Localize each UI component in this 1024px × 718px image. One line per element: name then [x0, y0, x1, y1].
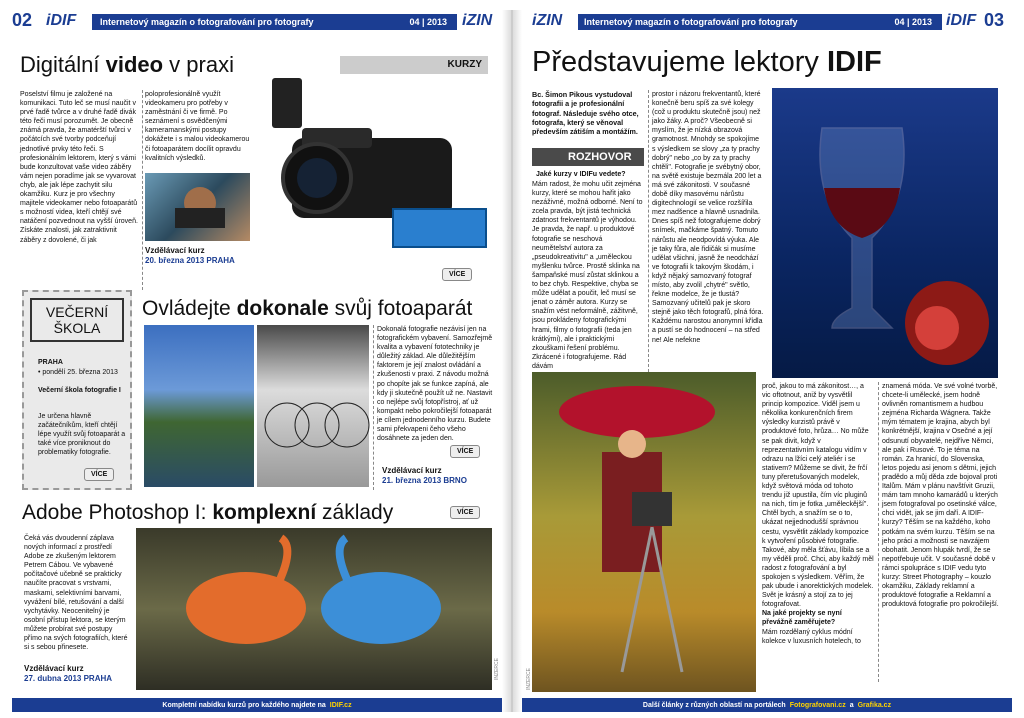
inzerce-label: INZERCE — [494, 658, 500, 680]
course-info-video: Vzdělávací kurz 20. března 2013 PRAHA — [145, 246, 235, 265]
left-page — [12, 10, 502, 712]
article-title-photoshop: Adobe Photoshop I: komplexní základy — [22, 501, 394, 524]
evening-school-box — [22, 290, 132, 490]
column-divider — [878, 382, 879, 682]
footer-right: Další články z různých oblastí na portálech Fotografovani.cz a Grafika.cz — [522, 698, 1012, 712]
article-video-col1: Poselství filmu je založené na komunikaci. Tuto leč se musí naučit v prvé řadě tvůrce a v druhé řadě divák této řeči musí porozumět. Je obecně známá pravda, že amatérští tvůrci v počátcích své tvorby podceňují jednotlivé prvky této řeči. S profesionálním lektorem, který s vámi bude konzultovat vaše video záběry vám nejen poradíme jak se vyvarovat chyb, ale jak lépe zachytit silu okamžiku. Kurz je pro všechny majitele videokamer nebo fotoaparátů s možností videa, kteří chtějí své natáčení pozvednout na vyšší úroveň. Získáte znalosti, jak zatraktivnit záběry z dovolené, či jak — [20, 91, 138, 244]
magazine-title: Internetový magazín o fotografování pro fotografy — [584, 17, 798, 27]
article-title-lektori: Představujeme lektory IDIF — [532, 46, 882, 78]
issue-number: 04 | 2013 — [894, 17, 932, 27]
article-photoshop-text: Čeká vás dvoudenní záplava nových informací z prostředí Adobe ze zkušeným lektorem Petrem Cábou. Ve vybavené počítačové učebně se prakticky naučíte pracovat s vrstvami, maskami, selektivními barvami, vyvážení bílé, retušování a další vychytávky. Neocenitelný je osobní přístup lektora, se kterým můžete probírat své postupy přímo na svých fotografiích, které si s sebou přinesete. — [24, 535, 128, 652]
izin-logo: iZIN — [532, 12, 563, 29]
evening-school-name: Večerní škola fotografie I — [38, 387, 121, 394]
article-video-col2: poloprofesionálně využít videokameru pro potřeby v zaměstnání či ve firmě. Po seznámení s osvědčenými kameramanskými postupy dokážete i s malou videokamerou či fotoaparátem docílit opravdu kvalitních výsledků. — [145, 91, 250, 162]
top-bar — [92, 14, 457, 30]
izin-logo: iZIN — [462, 12, 493, 29]
column-divider — [648, 90, 649, 372]
photo-wine-glass — [772, 88, 998, 378]
footer-link-fotografovani[interactable]: Fotografovani.cz — [789, 701, 846, 709]
photo-flamingos — [136, 528, 492, 690]
more-button-school[interactable]: VÍCE — [84, 468, 114, 481]
top-bar — [578, 14, 942, 30]
more-button-camera[interactable]: VÍCE — [450, 445, 480, 458]
idif-logo: iDIF — [946, 12, 977, 29]
course-info-photoshop: Vzdělávací kurz 27. dubna 2013 PRAHA — [24, 664, 113, 683]
more-button-video[interactable]: VÍCE — [442, 268, 472, 281]
photo-landscape — [144, 325, 254, 487]
category-tag: KURZY — [340, 56, 488, 74]
article-camera-text: Dokonalá fotografie nezávisí jen na fotografickém vybavení. Samozřejmě kvalita a vybavení fototechniky je důležitý základ. Ale důležitějším faktorem je její znalost ovládání a zkušenosti v praxi. Z návodu možná po chopíte jak se funkce zapíná, ale kdy ji skutečně použít už ne. Nastavit co nejlépe svůj fotopřístroj, ať už kompakt nebo pokročilejší fotoaparát je cílem jednodenního kurzu. Budete sami překvapeni čeho všeho dosáhnete za jeden den. — [377, 326, 493, 443]
article-title-camera: Ovládejte dokonale svůj fotoaparát — [142, 297, 473, 320]
article-lead: Bc. Šimon Pikous vystudoval fotografii a je profesionální fotograf. Následuje svého otce, fotografa, který se věnoval především zátiším a montážím. — [532, 90, 639, 137]
evening-school-title: VEČERNÍ ŠKOLA — [30, 298, 124, 342]
evening-school-date: • pondělí 25. března 2013 — [38, 369, 118, 376]
answer-1-col2: prostor i názoru frekventantů, které konečně beru spíš za své kolegy (což u produktu skutečně jsou) než jako žáky. A proč? Všeobecně si myslím, že je nízká obrazová gramotnost. Mnohdy se spokojíme s výsledkem se slovy „za ty prachy dobrý" nebo „co by za ty prachy chtěli". Fotografie je svébytný obor, na světě existuje bezmála 200 let a má své zákonitosti. V současné době díky masovému nárůstu digitechnologií se velice rozšířila mez nadšence a hlavně usnadnila. Dnes spíš než fotografujeme dobrý snímek, mačkáme špatný. Tomuto nárůstu ale neodpovídá výuka. Ale je taky fůra, ale řidičák si musíme udělat všichni, jasně že neodchází ve fotografii k takovým škodám, i když nějaký samozvaný fotograf místo, aby zvolil „chytré" světlo, řekne modelce, že je tlustá? Samozvaný učitelů pak je skoro stejně jako těch fotografů, plná fóra. Každému narostou anonymní křídla a pustí se do hodnocení – na střed ne! Ale nefekne — [652, 91, 764, 344]
photo-video-camera — [262, 68, 492, 263]
section-label: ROZHOVOR — [532, 148, 644, 166]
question-2: Na jaké projekty se nyní převážně zaměřujete? — [762, 610, 842, 627]
issue-number: 04 | 2013 — [409, 17, 447, 27]
course-info-camera: Vzdělávací kurz 21. března 2013 BRNO — [382, 466, 467, 485]
article-title-video: Digitální video v praxi — [20, 52, 234, 77]
photo-videographer — [145, 173, 250, 241]
answer-1-col1: Mám radost, že mohu učit zejména kurzy, které se mohou hařit jako nezáživné, možná odborné. Není to zcela pravda, být jistá technická zdatnost frekventantů je výhodou. Je pravda, že např. u produktové fotografie se neschová neumětelství autora za „pseudokreativitu" a „uměleckou myšlenku tvůrce. Prostě sklinka na šampaňské musí zůstat sklinkou a to bez chyb. Respektive, chyba se může udělat a poučit, leč musí se jenat o záměr autora. Kurzy se snažím vést neformálně, zážitvně, jsou prokládeny fotografickými hrami, filmy o fotografii (teda jen krátkými), ale i praktickými zkouškami řešení problému. Zkrácené i fotografujeme. Rád dávám — [532, 181, 643, 370]
answer-1-col3: proč, jakou to má zákonitost…, a vic oftotnout, aniž by vysvětlil princip kompozice. Viděl jsem u několika konkurenčních firem výsledky kurzistů právě v produktové foto, hrůza… No může se pak divit, když v reprezentativním katalogu vidím v odrazu na lžíci celý ateliér i se stativem? Můžeme se divit, že frčí tuny přeretušovaných modelek, když světová móda od tohoto trendu již upustila, čím víc pluginů na nich, tím je fotka „uměleckější". Chtěl bych, a snažím se o to, ukázat nejjednodušší správnou cestu, vysvětlit základy kompozice k vytvoření působivé fotografie. Takové, aby měla šťávu, líbila se a my věděli proč. Chci, aby každý měl radost z fotografování a byl spokojen s výsledkem. Věřím, že pak ubude i anorektických modelek. Svět je krásný a stojí za to jej fotografovat. Na jaké projekty se nyní převážně zaměřujete? Mám rozdělaný cyklus módní kolekce v luxusních hotelech, to — [762, 383, 874, 645]
right-page — [522, 10, 1012, 712]
idif-logo: iDIF — [46, 12, 77, 29]
inzerce-label: INZERCE — [526, 668, 532, 690]
column-divider — [142, 90, 143, 290]
evening-school-city: PRAHA — [38, 359, 63, 366]
evening-school-desc: Je určena hlavně začátečníkům, kteří chtějí lépe využít svůj fotoaparát a také více proniknout do problematiky fotografie. — [38, 413, 126, 457]
footer-link-idif[interactable]: IDIF.cz — [329, 701, 352, 709]
photo-photographer — [532, 372, 756, 692]
answer-2-col4: znamená móda. Ve své volné tvorbě, chcete-li umělecké, jsem hodně ovlivněn romantismem a hudbou zejména Richarda Wágnera. Takže mým tématem je krajina, abych byl konkrétnější, krajina v Osečné a její odsunutí obyvatelé, nejdříve Němci, ale pak i Rusové. To je téma na román. Za hranicí, do Slovenska, letos pojedu asi jenom s dětmi, jejich pradědo a můj děda zde bojoval proti Italům. Mám v plánu navštívit Gruzii, mám tam mnoho kamarádů u kterých jsem fotografoval po osetinské válce, chci vidět, jak se jim daří. A IDIF-kurzy? Těším se na každého, koho potkám na svém kurzu. Těším se na jeho práci a možnosti se navzájem obohatit. Jenom hlupák tvrdí, že se nepotřebuje učit. V současné době v rámci spolupráce s IDIF vedu tyto kurzy: Street Photography – kouzlo okamžiku, Základy reklamní a produktové fotografie a Reklamní a produktová fotografie pro pokročilejší. — [882, 383, 999, 609]
more-button-photoshop[interactable]: VÍCE — [450, 506, 480, 519]
magazine-title: Internetový magazín o fotografování pro fotografy — [100, 17, 314, 27]
page-gutter — [502, 10, 522, 712]
page-number: 02 — [12, 10, 33, 30]
photo-bicycles — [257, 325, 369, 487]
page-number: 03 — [984, 10, 1005, 30]
footer-link-grafika[interactable]: Grafika.cz — [857, 701, 892, 709]
column-divider — [373, 325, 374, 490]
footer-left: Kompletní nabídku kurzů pro každého najdete na IDIF.cz — [12, 698, 502, 712]
question-1: Jaké kurzy v IDIFu vedete? — [536, 171, 626, 178]
